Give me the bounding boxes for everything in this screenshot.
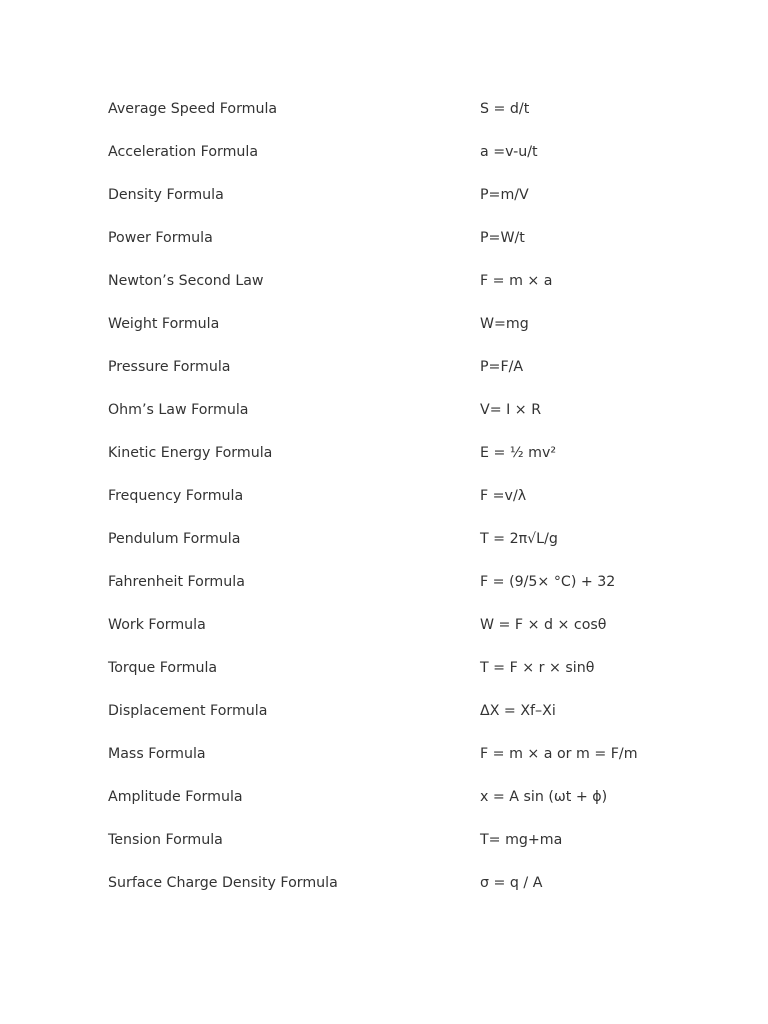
formula-name: Mass Formula — [108, 745, 206, 762]
formula-expression: T = 2π√L/g — [480, 530, 558, 547]
table-row — [108, 216, 688, 259]
formula-expression: W=mg — [480, 315, 529, 332]
formula-expression: F = m × a — [480, 272, 553, 289]
formula-expression: ΔX = Xf–Xi — [480, 702, 556, 719]
table-row — [108, 732, 688, 775]
formula-expression: T = F × r × sinθ — [480, 659, 595, 676]
formula-expression: P=F/A — [480, 358, 524, 375]
formula-expression: F =v/λ — [480, 487, 527, 504]
table-row — [108, 517, 688, 560]
formula-name: Frequency Formula — [108, 487, 244, 504]
table-row — [108, 87, 688, 130]
formula-name: Kinetic Energy Formula — [108, 444, 273, 461]
formula-name: Average Speed Formula — [108, 100, 278, 117]
table-row — [108, 431, 688, 474]
formula-name: Torque Formula — [108, 659, 218, 676]
formula-expression: E = ½ mv² — [480, 444, 557, 461]
table-row — [108, 818, 688, 861]
table-row — [108, 646, 688, 689]
formula-name: Power Formula — [108, 229, 213, 246]
formula-name: Pressure Formula — [108, 358, 231, 375]
formula-expression: P=m/V — [480, 186, 529, 203]
formula-name: Fahrenheit Formula — [108, 573, 245, 590]
table-row — [108, 259, 688, 302]
table-row — [108, 560, 688, 603]
formula-expression: T= mg+ma — [480, 831, 563, 848]
table-row — [108, 302, 688, 345]
table-row — [108, 173, 688, 216]
formula-name: Acceleration Formula — [108, 143, 259, 160]
formula-expression: P=W/t — [480, 229, 525, 246]
formula-expression: σ = q / A — [480, 874, 543, 891]
table-row — [108, 388, 688, 431]
formula-expression: W = F × d × cosθ — [480, 616, 607, 633]
formula-expression: V= I × R — [480, 401, 542, 418]
formula-name: Ohm’s Law Formula — [108, 401, 249, 418]
formula-expression: x = A sin (ωt + ϕ) — [480, 788, 608, 805]
formula-name: Newton’s Second Law — [108, 272, 264, 289]
formula-expression: F = (9/5× °C) + 32 — [480, 573, 616, 590]
table-row — [108, 861, 688, 904]
formula-name: Pendulum Formula — [108, 530, 241, 547]
formula-name: Tension Formula — [108, 831, 223, 848]
table-row — [108, 603, 688, 646]
table-row — [108, 130, 688, 173]
formula-name: Amplitude Formula — [108, 788, 243, 805]
formula-table — [108, 87, 688, 904]
formula-name: Surface Charge Density Formula — [108, 874, 338, 891]
formula-name: Displacement Formula — [108, 702, 268, 719]
formula-name: Density Formula — [108, 186, 224, 203]
table-row — [108, 689, 688, 732]
formula-expression: F = m × a or m = F/m — [480, 745, 638, 762]
formula-expression: S = d/t — [480, 100, 530, 117]
formula-expression: a =v-u/t — [480, 143, 538, 160]
formula-name: Work Formula — [108, 616, 206, 633]
table-row — [108, 474, 688, 517]
formula-name: Weight Formula — [108, 315, 220, 332]
table-row — [108, 775, 688, 818]
table-row — [108, 345, 688, 388]
